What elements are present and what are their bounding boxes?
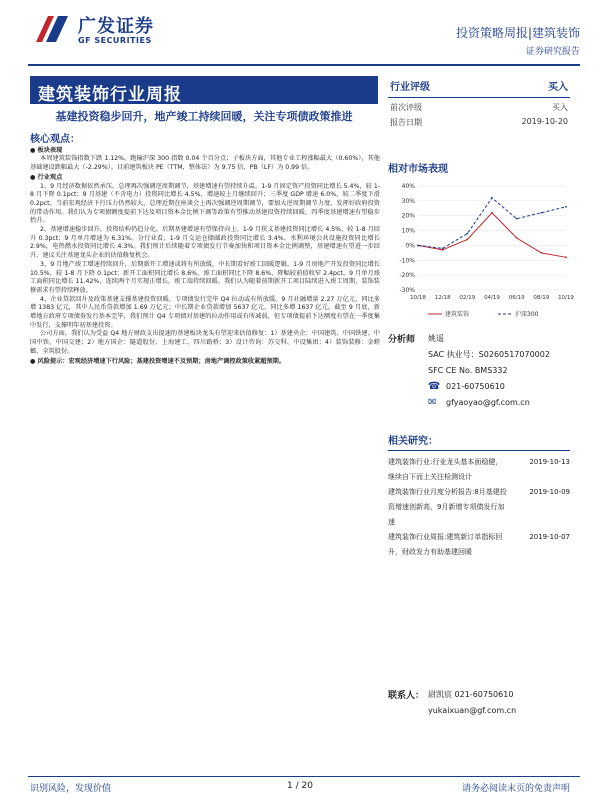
x-tick-label: 06/19: [508, 295, 525, 301]
analyst-phone: 021-60750610: [446, 381, 505, 391]
y-tick-label: -10%: [399, 257, 415, 265]
prev-rating-label: 前次评级: [390, 103, 422, 112]
data-point: [442, 248, 444, 250]
sac-number: SAC 执业号：S0260517070002: [428, 349, 550, 359]
report-header: [0, 0, 600, 66]
data-point: [417, 245, 419, 247]
footer-divider: [28, 776, 580, 777]
prev-rating-row: [388, 98, 570, 113]
y-tick-label: 30%: [401, 197, 415, 205]
contact-name-phone: 尉凯宸 021-60750610: [428, 689, 514, 699]
sfc-number: SFC CE No. BMS332: [428, 365, 508, 375]
x-tick-label: 10/19: [558, 295, 574, 301]
contact-email[interactable]: yukaixuan@gf.com.cn: [428, 705, 517, 715]
email-icon: ✉: [428, 396, 437, 408]
brand-logo: [30, 8, 160, 56]
y-tick-label: 0%: [405, 242, 415, 250]
analyst-name-row: [388, 330, 570, 346]
rating-header: [388, 76, 570, 98]
brand-name-cn: 广发证券: [78, 16, 154, 37]
chart-title: 相对市场表现: [388, 164, 448, 175]
analyst-block: [388, 330, 570, 410]
chart-svg: [388, 180, 574, 325]
related-item-date: 2019-10-07: [529, 533, 570, 541]
y-tick-label: -20%: [399, 272, 415, 280]
data-point: [491, 212, 493, 214]
header-divider: [28, 64, 580, 66]
data-point: [540, 212, 542, 214]
related-item-date: 2019-10-09: [529, 488, 570, 496]
page-number: 1 / 20: [287, 781, 313, 791]
y-tick-label: 40%: [401, 183, 415, 190]
disclaimer-note: 请务必阅读末页的免责声明: [461, 784, 570, 794]
contact-name-row: [388, 686, 570, 702]
risk-note: ● 风险提示：宏观经济增速下行风险；基建投资增速不及预期；房地产调控政策收紧超预期。: [30, 357, 286, 365]
paragraph: 1、9 月经济数据依然承压，总理再次强调逆周期调节，基建增速有望持续升温。1-9 月固定资产投资同比增长 5.4%，较 1-8 月下降 0.1pct；9 月基建（不含电力）投资同比增长 4.5%，增速较上月继续回升；三季度 GDP 增速 6.0%，较二季度下滑 0.2pct。当前宏观经济下行压力仍然较大，总理近期在座谈会上再次强调逆周期调节，要加大逆周期调节力度、发挥好政府投资的带动作用。我们认为专项债额度提前下达及项目资本金比例下调等政策有望推动基建投资持续回暖，四季度基建增速有望稳步抬升。: [30, 182, 380, 225]
x-tick-label: 04/19: [484, 295, 500, 301]
related-item[interactable]: [388, 485, 570, 530]
paragraph: 3、9 月地产竣工增速持续回升，后期新开工增速或将有所放缓，中长期看好竣工回暖逻辑。1-9 月房地产开发投资同比增长 10.5%，较 1-8 月下降 0.1pct；新开工面积同比增长 8.6%，竣工面积同比下降 8.6%，降幅较前值收窄 2.4pct。9 月单月竣工面积同比增长 11.42%，连续两个月实现正增长，竣工端持续回暖。我们认为随着前期新开工项目陆续进入竣工周期，装饰装修需求有望持续释放。: [30, 260, 380, 294]
report-body: [30, 136, 380, 772]
related-item-title[interactable]: 建筑装饰行业月度分析报告:8月基建投资增速创新高，9月新增专项债发行加速: [388, 488, 507, 526]
data-point: [516, 218, 518, 220]
related-research: [388, 432, 570, 560]
paragraph: 4、企业贷款回升及政策基建支撑基建投资回暖，专项债发行完毕 Q4 拉动或有所放缓。9 月社融增量 2.27 万亿元，同比多增 1383 亿元，其中人民币贷款增加 1.69 万亿元；中长期企业贷款增加 5637 亿元，同比多增 1637 亿元。截至 9 月底，新增地方政府专项债券发行基本完毕，我们预计 Q4 专项债对基建的拉动作用或有所减弱，但专项债提前下达额度有望在一季度集中发行，支撑明年初基建投资。: [30, 295, 380, 329]
data-point: [516, 237, 518, 239]
phone-icon: ☎: [428, 380, 441, 392]
relative-performance-chart: [388, 160, 574, 328]
data-point: [466, 233, 468, 235]
report-date-row: [388, 113, 570, 128]
brand-name-en: GF SECURITIES: [78, 36, 152, 45]
report-date-label: 报告日期: [390, 118, 422, 127]
paragraph: 2、基建增速稳步回升，投资结构仍趋分化，后期基建增速有望保持向上。1-9 月狭义基建投资同比增长 4.5%，较 1-8 月回升 0.3pct；9 月单月增速为 6.31%。分行业看，1-9 月交运仓储邮政投资同比增长 3.4%，水利环境公共设施投资同比增长 2.9%，电热燃水投资同比增长 4.3%。我们预计后续随着专项债发行节奏加快和项目资本金比例调整，基建增速有望进一步回升，建议关注基建龙头企业的估值修复机会。: [30, 226, 380, 260]
related-item[interactable]: [388, 455, 570, 485]
footer-slogan: 识别风险，发现价值: [30, 784, 112, 794]
rating-panel: [388, 76, 570, 128]
y-tick-label: 10%: [401, 227, 415, 235]
y-tick-label: 20%: [401, 212, 415, 220]
rating-label: 行业评级: [390, 82, 430, 93]
data-point: [491, 197, 493, 199]
x-tick-label: 02/19: [459, 295, 476, 301]
core-view-heading: 核心观点：: [30, 134, 80, 145]
prev-rating-value: 买入: [552, 103, 568, 112]
section-heading: ● 行业观点: [30, 173, 63, 181]
related-title: 相关研究：: [388, 432, 570, 451]
rating-value: 买入: [548, 82, 568, 93]
related-item[interactable]: [388, 530, 570, 560]
contact-label: 联系人：: [388, 690, 425, 701]
report-subtitle: 基建投资稳步回升，地产竣工持续回暖，关注专项债政策推进: [55, 110, 353, 123]
legend-label: 建筑装饰: [445, 311, 470, 318]
data-point: [565, 256, 567, 258]
x-tick-label: 10/18: [410, 295, 426, 301]
legend-label: 沪深300: [515, 311, 539, 318]
analyst-label: 分析师: [388, 334, 416, 345]
y-tick-label: -30%: [399, 287, 415, 294]
section-heading: ● 板块表现: [30, 146, 63, 154]
related-item-date: 2019-10-13: [529, 458, 570, 466]
data-point: [540, 252, 542, 254]
related-item-title[interactable]: 建筑装饰行业周报:建筑新订单指标回升，财政发力有助基建回暖: [388, 533, 503, 556]
sfc-row: [388, 362, 570, 378]
contact-block: [388, 686, 570, 718]
data-point: [565, 206, 567, 208]
contact-email-row: [388, 702, 570, 718]
series-line-1: [418, 198, 566, 249]
phone-row: [388, 378, 570, 394]
logo-icon: [30, 10, 74, 50]
report-date-value: 2019-10-20: [521, 117, 568, 126]
report-title: 建筑装饰行业周报: [30, 76, 378, 104]
related-item-title[interactable]: 建筑装饰行业:行业龙头基本面稳健，继续自下而上关注检测设计: [388, 458, 503, 481]
series-line-0: [418, 213, 566, 258]
analyst-name: 姚遥: [428, 333, 444, 343]
report-type: 投资策略周报|建筑装饰: [455, 26, 580, 40]
email-row: [388, 394, 570, 410]
data-point: [466, 239, 468, 241]
x-tick-label: 08/19: [533, 295, 550, 301]
paragraph: 本周建筑装饰指数下跌 1.12%，跑输沪深 300 指数 0.04 个百分点；子板块方面，其他专业工程涨幅最大（0.60%），其他基础建设跌幅最大（-2.29%）。目前建筑板块 PE（TTM，整体法）为 9.75 倍，PB（LF）为 0.99 倍。: [30, 155, 380, 172]
report-subtype: 证券研究报告: [525, 47, 580, 57]
sac-row: [388, 346, 570, 362]
x-tick-label: 12/18: [434, 295, 451, 301]
paragraph: 公司方面，我们认为受益 Q4 地方财政支出提速的基建板块龙头有望迎来估值修复：1）基建央企：中国建筑、中国铁建、中国中铁、中国交建；2）地方国企：隧道股份、上海建工、四川路桥；3）设计咨询：苏交科、中设集团；4）装饰装修：金螳螂、全筑股份。: [30, 330, 380, 355]
analyst-email[interactable]: gfyaoyao@gf.com.cn: [446, 397, 530, 407]
